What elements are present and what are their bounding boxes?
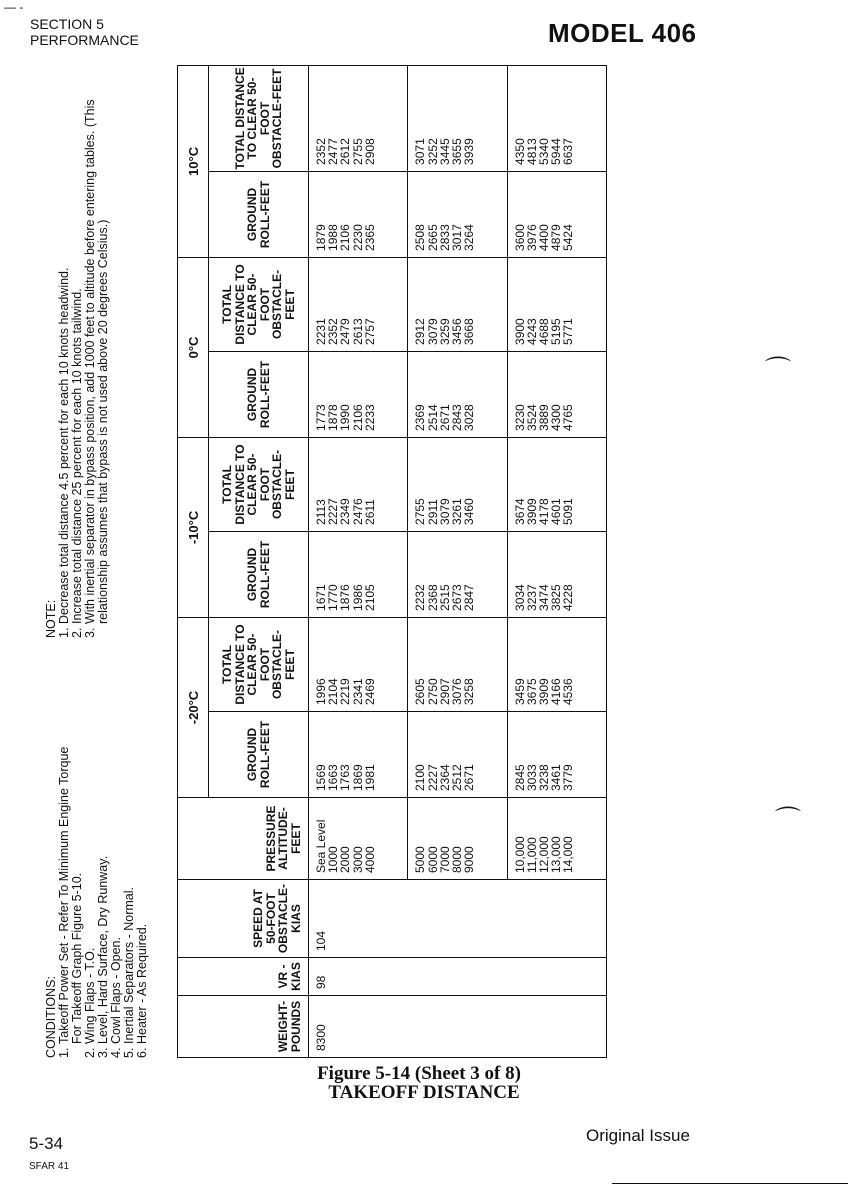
ground-roll-value: 2364 [437, 764, 452, 791]
total-distance-value: 2605 [413, 678, 428, 705]
weight-cell [309, 996, 607, 1058]
total-distance-value: 1996 [314, 678, 328, 705]
total-distance-value: 3900 [512, 318, 527, 345]
ground-roll-value: 3461 [549, 764, 564, 791]
ground-roll-value: 3028 [462, 404, 477, 431]
speed-cell [309, 880, 607, 958]
total-distance-value: 2477 [326, 138, 341, 165]
total-distance-value: 3939 [462, 138, 477, 165]
speed-header: SPEED AT 50-FOOT OBSTACLE-KIAS [178, 880, 309, 958]
section-header [30, 16, 139, 48]
altitude-value: 8000 [449, 846, 464, 873]
note-item-text: With inertial separator in bypass position, add 1000 feet to altitude before entering tables. (This relationship assumes that bypass is not used above 20 degrees Celsius.) [83, 99, 110, 624]
altitude-value: 6000 [425, 846, 440, 873]
altitude-cell [507, 798, 606, 880]
ground-roll-value: 4765 [561, 404, 576, 431]
total-distance-header: TOTAL DISTANCE TO CLEAR 50-FOOT OBSTACLE-FEET [209, 617, 309, 711]
total-distance-value: 2755 [350, 138, 365, 165]
total-distance-value: 3459 [512, 678, 527, 705]
scan-mark: ⌒ [765, 355, 792, 385]
conditions-block [45, 728, 149, 1058]
ground-roll-cell [408, 171, 507, 257]
ground-roll-value: 2230 [350, 224, 365, 251]
total-distance-value: 4178 [537, 498, 552, 525]
altitude-value: 7000 [437, 846, 452, 873]
ground-roll-value: 3779 [561, 764, 576, 791]
conditions-item-number: 3. [96, 1047, 110, 1058]
total-distance-value: 4166 [549, 678, 564, 705]
ground-roll-value: 2105 [362, 584, 377, 611]
altitude-value: 3000 [350, 846, 365, 873]
figure-number: Figure 5-14 (Sheet 3 of 8) [317, 1063, 521, 1084]
altitude-value: 10,000 [512, 836, 527, 873]
ground-roll-value: 3230 [512, 404, 527, 431]
total-distance-value: 3259 [437, 318, 452, 345]
footer-rule [612, 1183, 848, 1184]
ground-roll-value: 1981 [362, 764, 377, 791]
total-distance-header: TOTAL DISTANCE TO CLEAR 50-FOOT OBSTACLE-FEET [209, 257, 309, 351]
ground-roll-value: 1569 [314, 764, 328, 791]
ground-roll-value: 2106 [350, 404, 365, 431]
total-distance-value: 3909 [524, 498, 539, 525]
ground-roll-value: 2843 [449, 404, 464, 431]
ground-roll-value: 2671 [437, 404, 452, 431]
ground-roll-cell [507, 712, 606, 798]
total-distance-value: 3655 [449, 138, 464, 165]
ground-roll-value: 5424 [561, 224, 576, 251]
total-distance-value: 2227 [326, 498, 341, 525]
total-distance-value: 3258 [462, 678, 477, 705]
total-distance-value: 3076 [449, 678, 464, 705]
issue-label: Original Issue [586, 1126, 690, 1145]
ground-roll-value: 2847 [462, 584, 477, 611]
ground-roll-cell [309, 171, 408, 257]
total-distance-cell [309, 617, 408, 711]
total-distance-value: 2611 [362, 499, 377, 525]
ground-roll-value: 3976 [524, 224, 539, 251]
ground-roll-header: GROUND ROLL-FEET [209, 531, 309, 617]
ground-roll-value: 1763 [338, 764, 353, 791]
total-distance-cell [309, 437, 408, 531]
note-title: NOTE: [44, 599, 58, 638]
ground-roll-value: 3017 [449, 224, 464, 251]
total-distance-value: 2479 [338, 318, 353, 345]
total-distance-value: 3674 [512, 498, 527, 525]
ground-roll-value: 4228 [561, 584, 576, 611]
ground-roll-value: 1878 [326, 404, 341, 431]
ground-roll-value: 2514 [425, 404, 440, 431]
conditions-list [58, 728, 149, 1058]
ground-roll-header: GROUND ROLL-FEET [209, 351, 309, 437]
conditions-item-number: 6. [135, 1047, 149, 1058]
conditions-item-number: 5. [122, 1047, 136, 1058]
ground-roll-cell [309, 351, 408, 437]
table-row [309, 65, 408, 1057]
total-distance-cell [408, 65, 507, 171]
altitude-value: 12,000 [537, 836, 552, 873]
conditions-item-text: Wing Flaps - T.O. [83, 947, 97, 1044]
ground-roll-value: 4400 [537, 224, 552, 251]
total-distance-cell [507, 617, 606, 711]
altitude-value: 2000 [338, 846, 353, 873]
ground-roll-value: 3889 [537, 404, 552, 431]
ground-roll-value: 2512 [449, 764, 464, 791]
total-distance-value: 4350 [512, 138, 527, 165]
ground-roll-value: 3474 [537, 584, 552, 611]
weight-header: WEIGHT-POUNDS [178, 996, 309, 1058]
ground-roll-value: 3264 [462, 224, 477, 251]
ground-roll-value: 1988 [326, 224, 341, 251]
ground-roll-cell [309, 531, 408, 617]
altitude-value: 13,000 [549, 836, 564, 873]
total-distance-value: 2113 [314, 499, 328, 525]
ground-roll-value: 2227 [425, 764, 440, 791]
total-distance-value: 3909 [537, 678, 552, 705]
note-item-text: Increase total distance 25 percent for each 10 knots tailwind. [70, 288, 84, 624]
total-distance-header: TOTAL DISTANCE TO CLEAR 50-FOOT OBSTACLE-FEET [209, 437, 309, 531]
total-distance-value: 2352 [326, 318, 341, 345]
note-block [45, 58, 110, 638]
altitude-header: PRESSURE ALTITUDE-FEET [178, 798, 309, 880]
ground-roll-value: 1770 [326, 584, 341, 611]
total-distance-cell [507, 65, 606, 171]
note-item [84, 58, 110, 638]
ground-roll-value: 3825 [549, 584, 564, 611]
total-distance-value: 2349 [338, 498, 353, 525]
total-distance-value: 5340 [537, 138, 552, 165]
ground-roll-value: 2365 [362, 224, 377, 251]
total-distance-value: 2612 [338, 138, 353, 165]
altitude-value: 1000 [326, 846, 341, 873]
ground-roll-value: 3600 [512, 224, 527, 251]
ground-roll-value: 1773 [314, 404, 328, 431]
ground-roll-value: 1663 [326, 764, 341, 791]
total-distance-value: 2104 [326, 678, 341, 705]
total-distance-value: 3668 [462, 318, 477, 345]
total-distance-value: 3252 [425, 138, 440, 165]
altitude-cell [408, 798, 507, 880]
total-distance-cell [309, 257, 408, 351]
total-distance-value: 4688 [537, 318, 552, 345]
note-item-number: 2. [70, 627, 84, 638]
total-distance-value: 2219 [338, 678, 353, 705]
ground-roll-value: 4300 [549, 404, 564, 431]
total-distance-value: 5944 [549, 138, 564, 165]
sfar-label: SFAR 41 [29, 1161, 70, 1172]
conditions-item [58, 728, 84, 1058]
temp-header-m20: -20°C [178, 617, 209, 797]
note-item-number: 1. [57, 627, 71, 638]
total-distance-value: 2469 [362, 678, 377, 705]
total-distance-header: TOTAL DISTANCE TO CLEAR 50-FOOT OBSTACLE-FEET [209, 65, 309, 171]
subsection-label: PERFORMANCE [30, 32, 139, 48]
total-distance-value: 2341 [350, 678, 365, 705]
figure-caption [0, 1064, 848, 1102]
ground-roll-cell [408, 351, 507, 437]
total-distance-value: 2755 [413, 498, 428, 525]
altitude-value: 9000 [462, 846, 477, 873]
ground-roll-value: 2369 [413, 404, 428, 431]
total-distance-value: 2907 [437, 678, 452, 705]
total-distance-value: 5091 [561, 498, 576, 525]
note-item-text: Decrease total distance 4.5 percent for each 10 knots headwind. [57, 267, 71, 624]
altitude-value: 4000 [362, 846, 377, 873]
total-distance-value: 3079 [425, 318, 440, 345]
total-distance-value: 3079 [437, 498, 452, 525]
total-distance-value: 5195 [549, 318, 564, 345]
conditions-item-text: Level, Hard Surface, Dry Runway. [96, 855, 110, 1044]
ground-roll-value: 1990 [338, 404, 353, 431]
ground-roll-cell [408, 531, 507, 617]
ground-roll-value: 2232 [413, 584, 428, 611]
ground-roll-cell [309, 712, 408, 798]
speed-value: 104 [314, 930, 328, 951]
ground-roll-value: 2845 [512, 764, 527, 791]
total-distance-value: 4601 [549, 498, 564, 525]
total-distance-value: 2757 [362, 318, 377, 345]
ground-roll-value: 3034 [512, 584, 527, 611]
altitude-value: Sea Level [314, 819, 328, 873]
conditions-item-text: Inertial Separators - Normal. [122, 886, 136, 1044]
total-distance-cell [408, 437, 507, 531]
note-list [58, 58, 110, 638]
conditions-item [136, 728, 149, 1058]
altitude-value: 5000 [413, 846, 428, 873]
takeoff-distance-table [177, 65, 607, 1058]
vr-header: VR - KIAS [178, 958, 309, 996]
total-distance-value: 2613 [350, 318, 365, 345]
total-distance-cell [507, 257, 606, 351]
ground-roll-value: 2671 [462, 764, 477, 791]
total-distance-value: 3460 [462, 498, 477, 525]
temp-header-m10: -10°C [178, 437, 209, 617]
scan-mark: ⌒ [775, 805, 802, 835]
temp-header-0: 0°C [178, 257, 209, 437]
total-distance-value: 3456 [449, 318, 464, 345]
total-distance-value: 4536 [561, 678, 576, 705]
conditions-item-number: 2. [83, 1047, 97, 1058]
ground-roll-value: 3238 [537, 764, 552, 791]
total-distance-value: 2908 [362, 138, 377, 165]
ground-roll-value: 1986 [350, 584, 365, 611]
total-distance-cell [309, 65, 408, 171]
total-distance-value: 2750 [425, 678, 440, 705]
ground-roll-cell [507, 351, 606, 437]
total-distance-value: 3071 [413, 138, 428, 165]
conditions-item-number: 4. [109, 1047, 123, 1058]
temp-header-10: 10°C [178, 65, 209, 257]
ground-roll-value: 1879 [314, 224, 328, 251]
altitude-value: 14,000 [561, 836, 576, 873]
ground-roll-cell [507, 171, 606, 257]
total-distance-value: 4813 [524, 138, 539, 165]
note-item-number: 3. [83, 627, 97, 638]
total-distance-value: 2912 [413, 318, 428, 345]
ground-roll-value: 2233 [362, 404, 377, 431]
total-distance-cell [507, 437, 606, 531]
ground-roll-header: GROUND ROLL-FEET [209, 171, 309, 257]
conditions-item-text: Cowl Flaps - Open. [109, 937, 123, 1044]
ground-roll-value: 2106 [338, 224, 353, 251]
ground-roll-value: 3524 [524, 404, 539, 431]
ground-roll-cell [507, 531, 606, 617]
page-number: 5-34 [29, 1134, 64, 1153]
conditions-title: CONDITIONS: [44, 976, 58, 1058]
ground-roll-value: 2665 [425, 224, 440, 251]
ground-roll-value: 2673 [449, 584, 464, 611]
ground-roll-value: 1869 [350, 764, 365, 791]
scan-mark: — - [4, 0, 24, 14]
total-distance-value: 2352 [314, 138, 328, 165]
ground-roll-value: 1671 [314, 584, 328, 611]
total-distance-value: 2476 [350, 498, 365, 525]
total-distance-value: 5771 [561, 318, 576, 345]
total-distance-value: 4243 [524, 318, 539, 345]
ground-roll-value: 1876 [338, 584, 353, 611]
total-distance-cell [408, 257, 507, 351]
section-label: SECTION 5 [30, 16, 104, 32]
altitude-cell [309, 798, 408, 880]
total-distance-value: 6637 [561, 138, 576, 165]
ground-roll-value: 2508 [413, 224, 428, 251]
altitude-value: 11,000 [524, 837, 539, 873]
conditions-item-number: 1. [57, 1047, 71, 1058]
conditions-item-text: Takeoff Power Set - Refer To Minimum Engine Torque For Takeoff Graph Figure 5-10. [57, 746, 84, 1044]
total-distance-value: 2231 [314, 318, 328, 345]
ground-roll-value: 3237 [524, 584, 539, 611]
vr-cell [309, 958, 607, 996]
total-distance-value: 3445 [437, 138, 452, 165]
vr-value: 98 [314, 975, 328, 989]
weight-value: 8300 [314, 1024, 328, 1051]
total-distance-value: 2911 [425, 499, 440, 525]
ground-roll-value: 4879 [549, 224, 564, 251]
ground-roll-value: 2833 [437, 224, 452, 251]
model-title: MODEL 406 [548, 18, 697, 48]
total-distance-value: 3261 [449, 498, 464, 525]
ground-roll-value: 3033 [524, 764, 539, 791]
ground-roll-value: 2100 [413, 764, 428, 791]
ground-roll-header: GROUND ROLL-FEET [209, 712, 309, 798]
figure-title: TAKEOFF DISTANCE [328, 1082, 520, 1103]
total-distance-cell [408, 617, 507, 711]
rotated-content [45, 58, 605, 1058]
total-distance-value: 3675 [524, 678, 539, 705]
ground-roll-value: 2515 [437, 584, 452, 611]
conditions-item-text: Heater - As Required. [135, 923, 149, 1044]
ground-roll-value: 2368 [425, 584, 440, 611]
ground-roll-cell [408, 712, 507, 798]
